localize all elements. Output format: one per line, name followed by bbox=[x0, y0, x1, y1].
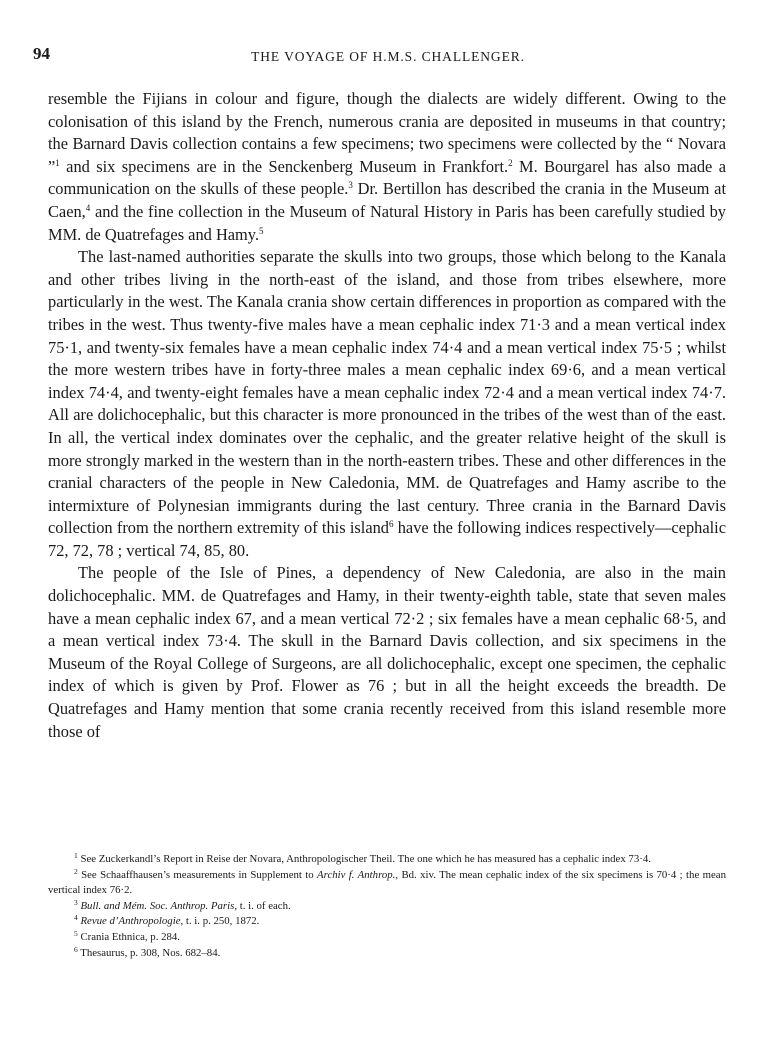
text-run: The people of the Isle of Pines, a dependency of New Caledonia, are also in the main dolichocephalic. MM. de Quatrefages and Hamy, in their twenty-eighth table, state that seven males have a mean cephalic index 67, and a mean vertical 72·2 ; six females have a mean cephalic 68·5, and a mean vertical index 73·4. The skull in the Barnard Davis collection, and six specimens in the Museum of the Royal College of Surgeons, are all dolichocephalic, except one specimen, the cephalic index of which is given by Prof. Flower as 76 ; but in all the height exceeds the breadth. De Quatrefages and Hamy mention that some crania recently received from this island resemble more those of bbox=[48, 563, 726, 741]
footnote bbox=[48, 899, 726, 915]
italic-text: Revue d’Anthropologie bbox=[80, 915, 181, 928]
text-run: , t. i. p. 250, 1872. bbox=[180, 915, 260, 928]
footnote bbox=[48, 868, 726, 899]
text-run: , t. i. of each. bbox=[234, 899, 291, 912]
footnotes bbox=[48, 852, 726, 961]
text-run: and six specimens are in the Senckenberg Museum in Frankfort. bbox=[59, 156, 509, 176]
text-run: , Bd. xiv. The mean cephalic index of the six specimens is 70·4 ; the mean vertical index 76·2. bbox=[48, 868, 726, 897]
text-run: have the following indices respectively—cephalic 72, 72, 78 ; vertical 74, 85, 80. bbox=[48, 518, 726, 560]
footnote-marker: 2 bbox=[508, 157, 513, 168]
footnote-marker: 6 bbox=[389, 519, 394, 530]
footnote-marker: 1 bbox=[55, 157, 60, 168]
page-number: 94 bbox=[33, 44, 50, 63]
text-run: and the fine collection in the Museum of Natural History in Paris has been carefully studied by MM. de Quatrefages and Hamy. bbox=[48, 201, 726, 244]
text-run: Thesaurus, p. 308, Nos. 682–84. bbox=[77, 946, 221, 959]
footnote-marker: 1 bbox=[74, 851, 78, 860]
text-run: See Schaaffhausen’s measurements in Supplement to bbox=[77, 868, 318, 881]
paragraph bbox=[48, 246, 726, 562]
text-run: Dr. Bertillon has described the crania in the Museum at Caen, bbox=[48, 179, 726, 221]
text-run: The last-named authorities separate the skulls into two groups, those which belong to the Kanala and other tribes living in the north-east of the island, and those from tribes elsewhere, more particularly in the west. The Kanala crania show certain differences in proportion as compared with the tribes in the west. Thus twenty-five males have a mean cephalic index 71·3 and a mean vertical index 75·1, and twenty-six females have a mean cephalic index 74·4 and a mean vertical index 75·5 ; whilst the more western tribes have in forty-three males a mean cephalic index 69·6, and a mean vertical index 74·4, and twenty-eight females have a mean cephalic index 72·4 and a mean vertical index 74·7. All are dolichocephalic, but this character is more pronounced in the tribes of the west than of the east. In all, the vertical index dominates over the cephalic, and the greater relative height of the skull is more strongly marked in the western than in the north-eastern tribes. These and other differences in the cranial characters of the people in New Caledonia, MM. de Quatrefages and Hamy ascribe to the intermixture of Polynesian immigrants during the last century. Three crania in the Barnard Davis collection from the northern extremity of this island bbox=[48, 247, 726, 538]
footnote bbox=[48, 930, 726, 946]
footnote bbox=[48, 914, 726, 930]
footnote bbox=[48, 852, 726, 868]
footnote-marker: 6 bbox=[74, 944, 78, 954]
text-run: M. Bourgarel has also made a communication on the skulls of these people. bbox=[48, 156, 726, 199]
paragraph bbox=[48, 88, 726, 246]
italic-text: Archiv f. Anthrop. bbox=[317, 868, 396, 881]
text-run: resemble the Fijians in colour and figure, though the dialects are widely different. Owing to the colonisation of this island by the French, numerous crania are deposited in museums in that country; the Barnard Davis collection contains a few specimens; two specimens were collected by the “ Novara ” bbox=[48, 89, 726, 176]
running-title: THE VOYAGE OF H.M.S. CHALLENGER. bbox=[251, 49, 525, 64]
text-run: Crania Ethnica, p. 284. bbox=[77, 930, 180, 943]
footnote-marker: 4 bbox=[74, 913, 78, 923]
footnote-marker: 2 bbox=[74, 866, 78, 876]
footnote-marker: 4 bbox=[85, 202, 91, 213]
footnote-marker: 3 bbox=[74, 897, 78, 907]
body-text bbox=[48, 88, 726, 743]
footnote-marker: 3 bbox=[348, 180, 353, 191]
footnote-marker: 5 bbox=[259, 225, 264, 236]
footnote bbox=[48, 946, 726, 962]
italic-text: Bull. and Mém. Soc. Anthrop. Paris bbox=[80, 899, 235, 912]
footnote-marker: 5 bbox=[74, 928, 78, 938]
text-run: See Zuckerkandl’s Report in Reise der Novara, Anthropologischer Theil. The one which he has measured has a cephalic index 73·4. bbox=[77, 853, 651, 865]
paragraph bbox=[48, 562, 726, 743]
